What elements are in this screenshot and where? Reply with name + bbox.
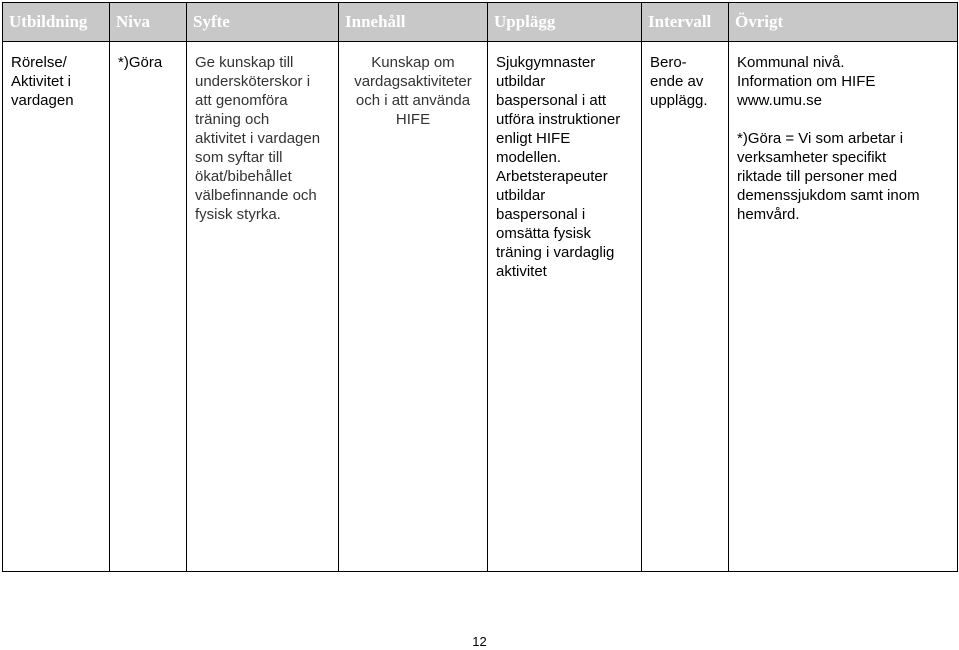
- cell-utbildning: [3, 42, 110, 572]
- header-ovrigt: Övrigt: [729, 3, 958, 42]
- cell-ovrigt: [729, 42, 958, 572]
- header-utbildning: Utbildning: [3, 3, 110, 42]
- syfte-text: Ge kunskap till undersköterskor i att genomföra träning och aktivitet i vardagen som syftar till ökat/bibehållet välbefinnande och fysisk styrka.: [195, 54, 321, 223]
- page-number: 12: [472, 634, 487, 649]
- upplagg-text: Sjukgymnaster utbildar baspersonal i att utföra instruktioner enligt HIFE modellen. Arbetsterapeuter utbildar baspersonal i omsätta fysisk träning i vardaglig aktivitet: [496, 54, 621, 280]
- cell-niva: [110, 42, 187, 572]
- header-innehall: Innehåll: [339, 3, 488, 42]
- table-row: [3, 42, 958, 572]
- ovrigt-note-text: *)Göra = Vi som arbetar i verksamheter specifikt riktade till personer med demenssjukdom samt inom hemvård.: [737, 130, 920, 223]
- header-niva: Niva: [110, 3, 187, 42]
- header-upplagg: Upplägg: [488, 3, 642, 42]
- cell-upplagg: [488, 42, 642, 572]
- course-table: [2, 2, 958, 572]
- cell-intervall: [642, 42, 729, 572]
- header-row: [3, 3, 958, 42]
- header-intervall: Intervall: [642, 3, 729, 42]
- ovrigt-spacer: [729, 110, 957, 129]
- niva-text: *)Göra: [118, 54, 163, 71]
- intervall-text: Bero- ende av upplägg.: [650, 54, 708, 109]
- cell-innehall: [339, 42, 488, 572]
- utbildning-text: Rörelse/ Aktivitet i vardagen: [11, 54, 74, 109]
- innehall-text: Kunskap om vardagsaktiviteter och i att använda HIFE: [354, 54, 472, 128]
- ovrigt-info-text: Kommunal nivå. Information om HIFE www.umu.se: [737, 54, 876, 109]
- cell-syfte: [187, 42, 339, 572]
- header-syfte: Syfte: [187, 3, 339, 42]
